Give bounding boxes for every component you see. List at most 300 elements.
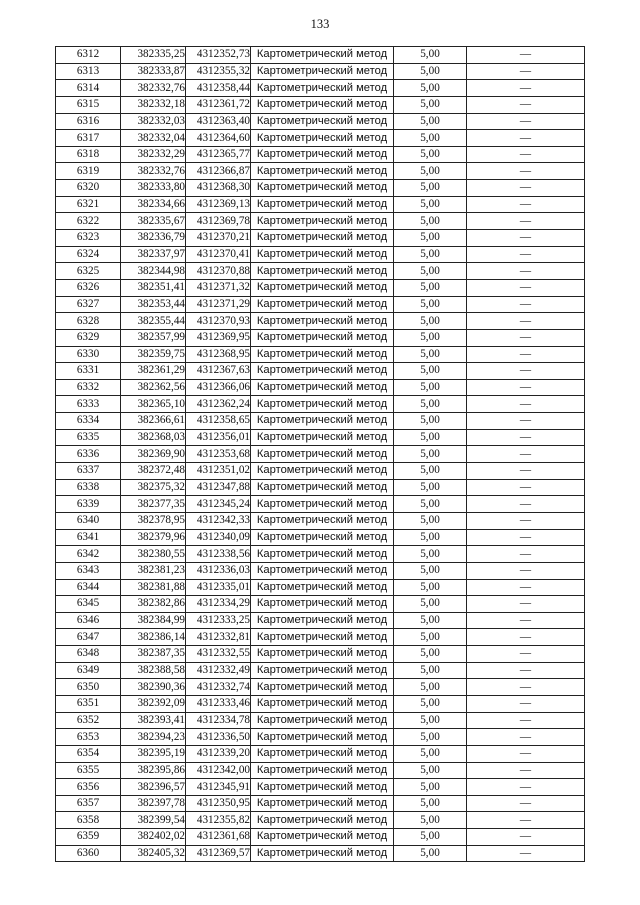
note-cell: —	[467, 196, 585, 213]
point-number-cell: 6316	[56, 113, 121, 130]
method-cell: Картометрический метод	[251, 63, 394, 80]
point-number-cell: 6334	[56, 413, 121, 430]
y-coordinate-cell: 4312338,56	[186, 546, 251, 563]
table-row	[56, 729, 585, 746]
point-number-cell: 6327	[56, 296, 121, 313]
point-number-cell: 6340	[56, 512, 121, 529]
table-row	[56, 745, 585, 762]
note-cell: —	[467, 596, 585, 613]
note-cell: —	[467, 163, 585, 180]
point-number-cell: 6353	[56, 729, 121, 746]
method-cell: Картометрический метод	[251, 396, 394, 413]
note-cell: —	[467, 296, 585, 313]
table-row	[56, 612, 585, 629]
y-coordinate-cell: 4312369,13	[186, 196, 251, 213]
y-coordinate-cell: 4312371,29	[186, 296, 251, 313]
table-row	[56, 96, 585, 113]
y-coordinate-cell: 4312358,65	[186, 413, 251, 430]
x-coordinate-cell: 382392,09	[121, 695, 186, 712]
y-coordinate-cell: 4312369,95	[186, 329, 251, 346]
x-coordinate-cell: 382397,78	[121, 795, 186, 812]
y-coordinate-cell: 4312361,68	[186, 829, 251, 846]
method-cell: Картометрический метод	[251, 845, 394, 862]
point-number-cell: 6331	[56, 363, 121, 380]
table-row	[56, 829, 585, 846]
accuracy-cell: 5,00	[394, 479, 467, 496]
note-cell: —	[467, 47, 585, 64]
y-coordinate-cell: 4312350,95	[186, 795, 251, 812]
x-coordinate-cell: 382332,03	[121, 113, 186, 130]
accuracy-cell: 5,00	[394, 812, 467, 829]
y-coordinate-cell: 4312368,95	[186, 346, 251, 363]
table-row	[56, 296, 585, 313]
note-cell: —	[467, 263, 585, 280]
x-coordinate-cell: 382336,79	[121, 230, 186, 247]
y-coordinate-cell: 4312333,46	[186, 695, 251, 712]
y-coordinate-cell: 4312363,40	[186, 113, 251, 130]
y-coordinate-cell: 4312340,09	[186, 529, 251, 546]
x-coordinate-cell: 382332,76	[121, 163, 186, 180]
y-coordinate-cell: 4312353,68	[186, 446, 251, 463]
page-number: 133	[310, 17, 330, 31]
note-cell: —	[467, 729, 585, 746]
table-row	[56, 546, 585, 563]
table-row	[56, 646, 585, 663]
table-row	[56, 812, 585, 829]
point-number-cell: 6336	[56, 446, 121, 463]
point-number-cell: 6326	[56, 279, 121, 296]
y-coordinate-cell: 4312370,93	[186, 313, 251, 330]
point-number-cell: 6330	[56, 346, 121, 363]
y-coordinate-cell: 4312370,41	[186, 246, 251, 263]
point-number-cell: 6343	[56, 562, 121, 579]
x-coordinate-cell: 382362,56	[121, 379, 186, 396]
y-coordinate-cell: 4312332,74	[186, 679, 251, 696]
accuracy-cell: 5,00	[394, 662, 467, 679]
y-coordinate-cell: 4312332,49	[186, 662, 251, 679]
accuracy-cell: 5,00	[394, 113, 467, 130]
point-number-cell: 6344	[56, 579, 121, 596]
method-cell: Картометрический метод	[251, 296, 394, 313]
y-coordinate-cell: 4312332,81	[186, 629, 251, 646]
method-cell: Картометрический метод	[251, 579, 394, 596]
method-cell: Картометрический метод	[251, 363, 394, 380]
method-cell: Картометрический метод	[251, 795, 394, 812]
point-number-cell: 6342	[56, 546, 121, 563]
accuracy-cell: 5,00	[394, 80, 467, 97]
point-number-cell: 6357	[56, 795, 121, 812]
table-row	[56, 346, 585, 363]
method-cell: Картометрический метод	[251, 562, 394, 579]
point-number-cell: 6329	[56, 329, 121, 346]
note-cell: —	[467, 762, 585, 779]
x-coordinate-cell: 382380,55	[121, 546, 186, 563]
method-cell: Картометрический метод	[251, 146, 394, 163]
accuracy-cell: 5,00	[394, 263, 467, 280]
note-cell: —	[467, 829, 585, 846]
coordinates-table	[55, 46, 585, 862]
note-cell: —	[467, 363, 585, 380]
point-number-cell: 6347	[56, 629, 121, 646]
table-row	[56, 479, 585, 496]
point-number-cell: 6352	[56, 712, 121, 729]
x-coordinate-cell: 382375,32	[121, 479, 186, 496]
table-row	[56, 213, 585, 230]
x-coordinate-cell: 382393,41	[121, 712, 186, 729]
note-cell: —	[467, 662, 585, 679]
method-cell: Картометрический метод	[251, 546, 394, 563]
method-cell: Картометрический метод	[251, 829, 394, 846]
point-number-cell: 6348	[56, 646, 121, 663]
x-coordinate-cell: 382335,25	[121, 47, 186, 64]
x-coordinate-cell: 382359,75	[121, 346, 186, 363]
accuracy-cell: 5,00	[394, 795, 467, 812]
point-number-cell: 6323	[56, 230, 121, 247]
note-cell: —	[467, 146, 585, 163]
method-cell: Картометрический метод	[251, 762, 394, 779]
x-coordinate-cell: 382351,41	[121, 279, 186, 296]
accuracy-cell: 5,00	[394, 762, 467, 779]
y-coordinate-cell: 4312364,60	[186, 130, 251, 147]
y-coordinate-cell: 4312342,33	[186, 512, 251, 529]
table-row	[56, 662, 585, 679]
table-row	[56, 695, 585, 712]
accuracy-cell: 5,00	[394, 146, 467, 163]
x-coordinate-cell: 382365,10	[121, 396, 186, 413]
x-coordinate-cell: 382390,36	[121, 679, 186, 696]
point-number-cell: 6337	[56, 463, 121, 480]
note-cell: —	[467, 745, 585, 762]
point-number-cell: 6359	[56, 829, 121, 846]
method-cell: Картометрический метод	[251, 130, 394, 147]
method-cell: Картометрический метод	[251, 612, 394, 629]
x-coordinate-cell: 382377,35	[121, 496, 186, 513]
method-cell: Картометрический метод	[251, 446, 394, 463]
accuracy-cell: 5,00	[394, 845, 467, 862]
note-cell: —	[467, 246, 585, 263]
table-row	[56, 679, 585, 696]
point-number-cell: 6312	[56, 47, 121, 64]
note-cell: —	[467, 629, 585, 646]
point-number-cell: 6351	[56, 695, 121, 712]
method-cell: Картометрический метод	[251, 646, 394, 663]
table-row	[56, 629, 585, 646]
point-number-cell: 6354	[56, 745, 121, 762]
x-coordinate-cell: 382399,54	[121, 812, 186, 829]
x-coordinate-cell: 382332,18	[121, 96, 186, 113]
method-cell: Картометрический метод	[251, 679, 394, 696]
x-coordinate-cell: 382396,57	[121, 779, 186, 796]
method-cell: Картометрический метод	[251, 47, 394, 64]
x-coordinate-cell: 382361,29	[121, 363, 186, 380]
x-coordinate-cell: 382379,96	[121, 529, 186, 546]
method-cell: Картометрический метод	[251, 529, 394, 546]
accuracy-cell: 5,00	[394, 363, 467, 380]
note-cell: —	[467, 279, 585, 296]
table-row	[56, 463, 585, 480]
method-cell: Картометрический метод	[251, 629, 394, 646]
x-coordinate-cell: 382344,98	[121, 263, 186, 280]
table-row	[56, 80, 585, 97]
method-cell: Картометрический метод	[251, 113, 394, 130]
accuracy-cell: 5,00	[394, 379, 467, 396]
table-row	[56, 230, 585, 247]
accuracy-cell: 5,00	[394, 729, 467, 746]
method-cell: Картометрический метод	[251, 496, 394, 513]
y-coordinate-cell: 4312336,50	[186, 729, 251, 746]
method-cell: Картометрический метод	[251, 180, 394, 197]
table-row	[56, 529, 585, 546]
note-cell: —	[467, 446, 585, 463]
accuracy-cell: 5,00	[394, 63, 467, 80]
accuracy-cell: 5,00	[394, 429, 467, 446]
accuracy-cell: 5,00	[394, 396, 467, 413]
method-cell: Картометрический метод	[251, 263, 394, 280]
note-cell: —	[467, 213, 585, 230]
accuracy-cell: 5,00	[394, 213, 467, 230]
accuracy-cell: 5,00	[394, 180, 467, 197]
point-number-cell: 6335	[56, 429, 121, 446]
method-cell: Картометрический метод	[251, 596, 394, 613]
y-coordinate-cell: 4312355,82	[186, 812, 251, 829]
table-row	[56, 146, 585, 163]
accuracy-cell: 5,00	[394, 413, 467, 430]
table-row	[56, 196, 585, 213]
y-coordinate-cell: 4312370,21	[186, 230, 251, 247]
point-number-cell: 6317	[56, 130, 121, 147]
accuracy-cell: 5,00	[394, 529, 467, 546]
accuracy-cell: 5,00	[394, 196, 467, 213]
x-coordinate-cell: 382366,61	[121, 413, 186, 430]
x-coordinate-cell: 382384,99	[121, 612, 186, 629]
note-cell: —	[467, 113, 585, 130]
table-row	[56, 429, 585, 446]
table-row	[56, 47, 585, 64]
x-coordinate-cell: 382395,19	[121, 745, 186, 762]
table-row	[56, 779, 585, 796]
x-coordinate-cell: 382332,76	[121, 80, 186, 97]
accuracy-cell: 5,00	[394, 230, 467, 247]
method-cell: Картометрический метод	[251, 246, 394, 263]
method-cell: Картометрический метод	[251, 429, 394, 446]
method-cell: Картометрический метод	[251, 230, 394, 247]
x-coordinate-cell: 382353,44	[121, 296, 186, 313]
note-cell: —	[467, 396, 585, 413]
accuracy-cell: 5,00	[394, 596, 467, 613]
note-cell: —	[467, 313, 585, 330]
method-cell: Картометрический метод	[251, 279, 394, 296]
note-cell: —	[467, 63, 585, 80]
x-coordinate-cell: 382382,86	[121, 596, 186, 613]
note-cell: —	[467, 80, 585, 97]
x-coordinate-cell: 382333,80	[121, 180, 186, 197]
y-coordinate-cell: 4312362,24	[186, 396, 251, 413]
note-cell: —	[467, 546, 585, 563]
y-coordinate-cell: 4312370,88	[186, 263, 251, 280]
accuracy-cell: 5,00	[394, 96, 467, 113]
point-number-cell: 6328	[56, 313, 121, 330]
y-coordinate-cell: 4312366,06	[186, 379, 251, 396]
point-number-cell: 6350	[56, 679, 121, 696]
point-number-cell: 6355	[56, 762, 121, 779]
point-number-cell: 6319	[56, 163, 121, 180]
y-coordinate-cell: 4312361,72	[186, 96, 251, 113]
x-coordinate-cell: 382402,02	[121, 829, 186, 846]
method-cell: Картометрический метод	[251, 695, 394, 712]
accuracy-cell: 5,00	[394, 313, 467, 330]
y-coordinate-cell: 4312334,78	[186, 712, 251, 729]
note-cell: —	[467, 429, 585, 446]
method-cell: Картометрический метод	[251, 163, 394, 180]
y-coordinate-cell: 4312347,88	[186, 479, 251, 496]
note-cell: —	[467, 612, 585, 629]
method-cell: Картометрический метод	[251, 463, 394, 480]
x-coordinate-cell: 382332,04	[121, 130, 186, 147]
table-row	[56, 795, 585, 812]
table-row	[56, 263, 585, 280]
point-number-cell: 6322	[56, 213, 121, 230]
note-cell: —	[467, 512, 585, 529]
note-cell: —	[467, 130, 585, 147]
method-cell: Картометрический метод	[251, 729, 394, 746]
accuracy-cell: 5,00	[394, 546, 467, 563]
point-number-cell: 6332	[56, 379, 121, 396]
table-row	[56, 363, 585, 380]
method-cell: Картометрический метод	[251, 745, 394, 762]
table-row	[56, 579, 585, 596]
point-number-cell: 6324	[56, 246, 121, 263]
note-cell: —	[467, 562, 585, 579]
x-coordinate-cell: 382405,32	[121, 845, 186, 862]
method-cell: Картометрический метод	[251, 329, 394, 346]
method-cell: Картометрический метод	[251, 213, 394, 230]
point-number-cell: 6358	[56, 812, 121, 829]
point-number-cell: 6360	[56, 845, 121, 862]
note-cell: —	[467, 230, 585, 247]
point-number-cell: 6345	[56, 596, 121, 613]
y-coordinate-cell: 4312351,02	[186, 463, 251, 480]
y-coordinate-cell: 4312342,00	[186, 762, 251, 779]
accuracy-cell: 5,00	[394, 612, 467, 629]
note-cell: —	[467, 96, 585, 113]
point-number-cell: 6341	[56, 529, 121, 546]
accuracy-cell: 5,00	[394, 695, 467, 712]
table-row	[56, 379, 585, 396]
table-row	[56, 413, 585, 430]
x-coordinate-cell: 382355,44	[121, 313, 186, 330]
method-cell: Картометрический метод	[251, 712, 394, 729]
y-coordinate-cell: 4312358,44	[186, 80, 251, 97]
accuracy-cell: 5,00	[394, 679, 467, 696]
method-cell: Картометрический метод	[251, 779, 394, 796]
accuracy-cell: 5,00	[394, 463, 467, 480]
table-row	[56, 496, 585, 513]
table-row	[56, 396, 585, 413]
accuracy-cell: 5,00	[394, 296, 467, 313]
y-coordinate-cell: 4312367,63	[186, 363, 251, 380]
accuracy-cell: 5,00	[394, 329, 467, 346]
point-number-cell: 6346	[56, 612, 121, 629]
coordinates-table-body	[56, 47, 585, 862]
method-cell: Картометрический метод	[251, 196, 394, 213]
table-row	[56, 163, 585, 180]
x-coordinate-cell: 382387,35	[121, 646, 186, 663]
method-cell: Картометрический метод	[251, 662, 394, 679]
accuracy-cell: 5,00	[394, 512, 467, 529]
note-cell: —	[467, 463, 585, 480]
point-number-cell: 6333	[56, 396, 121, 413]
x-coordinate-cell: 382369,90	[121, 446, 186, 463]
note-cell: —	[467, 529, 585, 546]
accuracy-cell: 5,00	[394, 163, 467, 180]
x-coordinate-cell: 382388,58	[121, 662, 186, 679]
method-cell: Картометрический метод	[251, 379, 394, 396]
note-cell: —	[467, 646, 585, 663]
x-coordinate-cell: 382337,97	[121, 246, 186, 263]
note-cell: —	[467, 346, 585, 363]
x-coordinate-cell: 382386,14	[121, 629, 186, 646]
point-number-cell: 6321	[56, 196, 121, 213]
table-row	[56, 130, 585, 147]
accuracy-cell: 5,00	[394, 579, 467, 596]
accuracy-cell: 5,00	[394, 246, 467, 263]
note-cell: —	[467, 379, 585, 396]
note-cell: —	[467, 712, 585, 729]
accuracy-cell: 5,00	[394, 130, 467, 147]
y-coordinate-cell: 4312356,01	[186, 429, 251, 446]
y-coordinate-cell: 4312355,32	[186, 63, 251, 80]
table-row	[56, 446, 585, 463]
table-row	[56, 246, 585, 263]
x-coordinate-cell: 382334,66	[121, 196, 186, 213]
point-number-cell: 6313	[56, 63, 121, 80]
table-row	[56, 63, 585, 80]
accuracy-cell: 5,00	[394, 712, 467, 729]
x-coordinate-cell: 382368,03	[121, 429, 186, 446]
accuracy-cell: 5,00	[394, 745, 467, 762]
point-number-cell: 6320	[56, 180, 121, 197]
accuracy-cell: 5,00	[394, 829, 467, 846]
note-cell: —	[467, 679, 585, 696]
x-coordinate-cell: 382333,87	[121, 63, 186, 80]
method-cell: Картометрический метод	[251, 812, 394, 829]
table-row	[56, 313, 585, 330]
table-row	[56, 845, 585, 862]
x-coordinate-cell: 382395,86	[121, 762, 186, 779]
y-coordinate-cell: 4312366,87	[186, 163, 251, 180]
table-row	[56, 113, 585, 130]
note-cell: —	[467, 180, 585, 197]
note-cell: —	[467, 695, 585, 712]
x-coordinate-cell: 382335,67	[121, 213, 186, 230]
method-cell: Картометрический метод	[251, 512, 394, 529]
point-number-cell: 6318	[56, 146, 121, 163]
table-row	[56, 329, 585, 346]
x-coordinate-cell: 382357,99	[121, 329, 186, 346]
table-row	[56, 762, 585, 779]
accuracy-cell: 5,00	[394, 562, 467, 579]
y-coordinate-cell: 4312369,78	[186, 213, 251, 230]
y-coordinate-cell: 4312334,29	[186, 596, 251, 613]
method-cell: Картометрический метод	[251, 346, 394, 363]
y-coordinate-cell: 4312333,25	[186, 612, 251, 629]
note-cell: —	[467, 779, 585, 796]
y-coordinate-cell: 4312368,30	[186, 180, 251, 197]
point-number-cell: 6314	[56, 80, 121, 97]
y-coordinate-cell: 4312335,01	[186, 579, 251, 596]
accuracy-cell: 5,00	[394, 279, 467, 296]
point-number-cell: 6325	[56, 263, 121, 280]
